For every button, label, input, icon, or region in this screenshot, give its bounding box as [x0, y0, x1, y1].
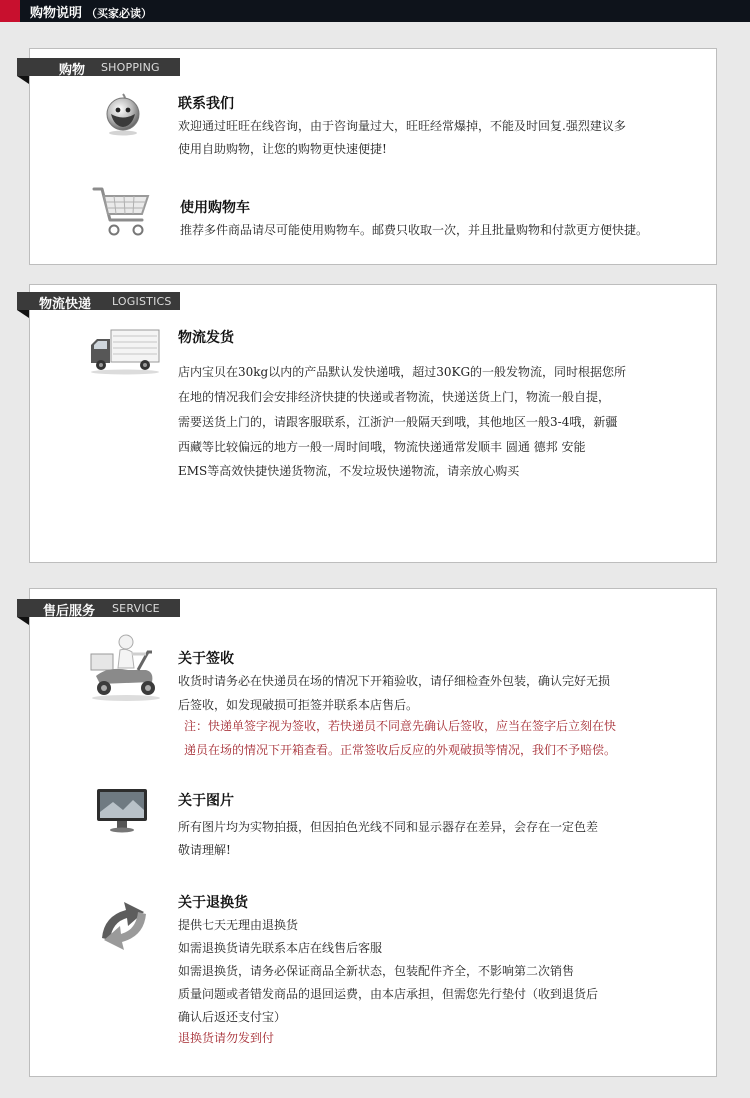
logistics-tag-en: LOGISTICS: [112, 295, 172, 308]
computer-monitor-icon: [95, 786, 149, 834]
delivery-truck-icon: [89, 327, 161, 375]
photos-title: 关于图片: [178, 793, 234, 809]
page-subtitle: （买家必读）: [86, 7, 153, 20]
shopping-tag-en: SHOPPING: [101, 61, 160, 74]
shipping-line-3: 需要送货上门的，请跟客服联系，江浙沪一般隔天到哦，其他地区一般3-4哦，新疆: [178, 415, 618, 429]
shipping-line-1: 店内宝贝在30kg以内的产品默认发快递哦，超过30KG的一般发物流，同时根据您所: [178, 365, 627, 379]
returns-line-1: 提供七天无理由退换货: [178, 918, 299, 932]
page-title-text: 购物说明: [30, 6, 83, 21]
sign-note-2: 递员在场的情况下开箱查看。正常签收后反应的外观破损等情况，我们不予赔偿。: [184, 743, 617, 757]
logistics-tag-cn: 物流快递: [39, 297, 92, 312]
service-tag-cn: 售后服务: [43, 604, 96, 619]
shopping-tag: [17, 58, 180, 76]
page-title: [30, 2, 152, 21]
shipping-line-2: 在地的情况我们会安排经济快捷的快递或者物流，快递送货上门，物流一般自提，: [178, 390, 611, 404]
sign-note-1: 注：快递单签字视为签收，若快递员不同意先确认后签收，应当在签字后立刻在快: [184, 719, 617, 733]
header-accent: [0, 0, 20, 22]
photos-line-2: 敬请理解!: [178, 843, 231, 857]
shipping-line-5: EMS等高效快捷快递货物流，不发垃圾快递物流，请亲放心购买: [178, 464, 520, 478]
contact-line-1: 欢迎通过旺旺在线咨询，由于咨询量过大，旺旺经常爆掉，不能及时回复.强烈建议多: [178, 119, 626, 133]
service-tag-en: SERVICE: [112, 602, 160, 615]
returns-line-5: 确认后返还支付宝）: [178, 1010, 287, 1024]
returns-warning: 退换货请勿发到付: [178, 1031, 275, 1045]
page-header: [0, 0, 750, 22]
returns-line-3: 如需退换货，请务必保证商品全新状态，包装配件齐全，不影响第二次销售: [178, 964, 575, 978]
cart-line-1: 推荐多件商品请尽可能使用购物车。邮费只收取一次，并且批量购物和付款更方便快捷。: [180, 223, 649, 237]
cart-title: 使用购物车: [180, 200, 250, 216]
return-arrows-icon: [96, 896, 152, 952]
returns-title: 关于退换货: [178, 895, 248, 911]
shipping-title: 物流发货: [178, 330, 234, 346]
contact-title: 联系我们: [178, 96, 234, 112]
sign-title: 关于签收: [178, 651, 234, 667]
photos-line-1: 所有图片均为实物拍摄，但因拍色光线不同和显示器存在差异，会存在一定色差: [178, 820, 599, 834]
courier-scooter-icon: [88, 632, 164, 702]
returns-line-2: 如需退换货请先联系本店在线售后客服: [178, 941, 383, 955]
logistics-tag: [17, 292, 180, 310]
service-tag: [17, 599, 180, 617]
wangwang-chat-icon: [102, 92, 144, 136]
shipping-line-4: 西藏等比较偏远的地方一般一周时间哦，物流快递通常发顺丰 圆通 德邦 安能: [178, 440, 586, 454]
returns-line-4: 质量问题或者错发商品的退回运费，由本店承担，但需您先行垫付（收到退货后: [178, 987, 599, 1001]
shopping-tag-cn: 购物: [59, 63, 86, 78]
contact-line-2: 使用自助购物，让您的购物更快速便捷!: [178, 142, 387, 156]
sign-line-1: 收货时请务必在快递员在场的情况下开箱验收，请仔细检查外包装，确认完好无损: [178, 674, 611, 688]
sign-line-2: 后签收，如发现破损可拒签并联系本店售后。: [178, 698, 419, 712]
shopping-cart-icon: [92, 186, 152, 238]
